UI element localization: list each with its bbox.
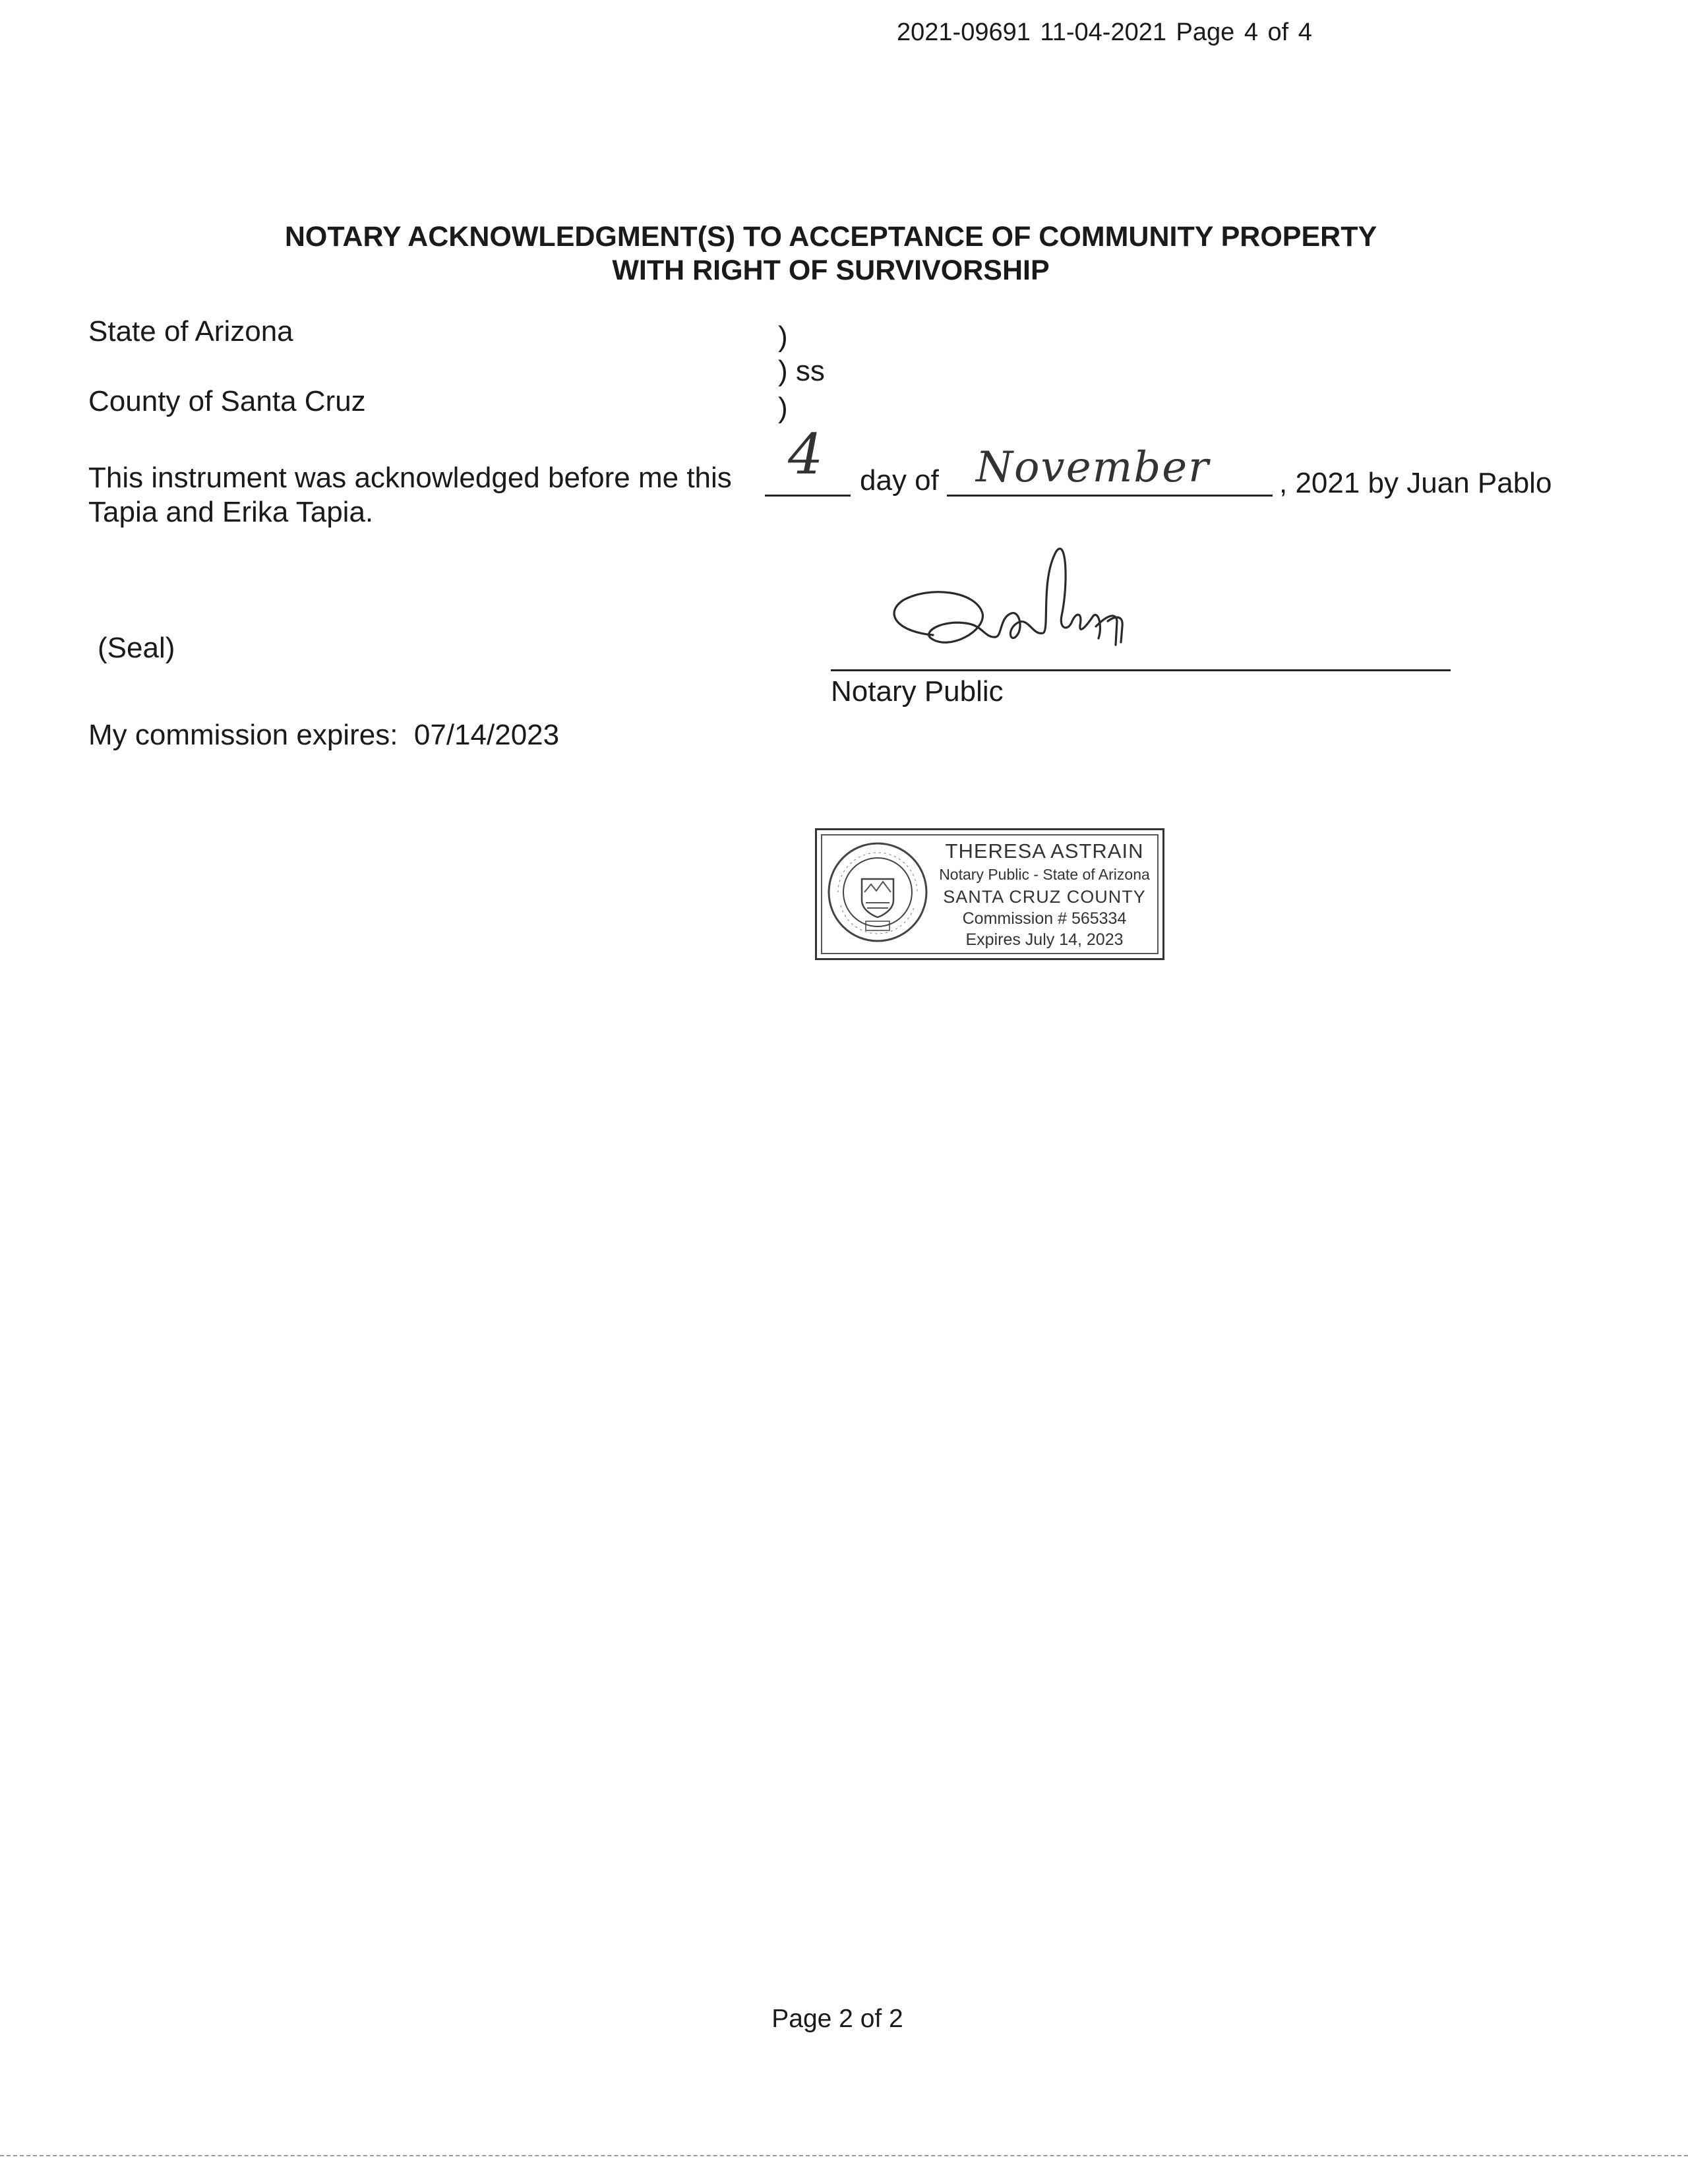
venue-paren-top: ) [778,320,788,353]
acknowledgment-names-continued: Tapia and Erika Tapia. [88,496,374,528]
acknowledgment-lead-text: This instrument was acknowledged before me this [88,462,732,494]
acknowledgment-year-names: , 2021 by Juan Pablo [1279,467,1552,499]
arizona-seal-icon [825,839,930,945]
day-blank-line [765,495,851,497]
stamp-notary-name: THERESA ASTRAIN [945,839,1144,863]
commission-expiration [88,719,559,752]
venue-county: County of Santa Cruz [88,385,366,417]
notary-signature [870,539,1160,671]
stamp-commission-number: Commission # 565334 [962,909,1127,928]
recording-header: 2021-09691 11-04-2021 Page 4 of 4 [897,18,1312,46]
stamp-expiration: Expires July 14, 2023 [965,930,1124,949]
month-blank-line [947,495,1273,497]
seal-label: (Seal) [98,632,175,664]
commission-date: 07/14/2023 [413,719,560,751]
handwritten-month: November [976,443,1210,492]
notary-stamp [815,828,1164,960]
scan-edge-line [0,2155,1688,2156]
document-title-line-1: NOTARY ACKNOWLEDGMENT(S) TO ACCEPTANCE OF COMMUNITY PROPERTY [284,221,1377,253]
venue-state: State of Arizona [88,315,293,348]
commission-label: My commission expires: [88,719,398,751]
notary-public-label: Notary Public [831,675,1004,708]
stamp-notary-title: Notary Public - State of Arizona [939,866,1150,883]
acknowledgment-day-of: day of [860,464,939,497]
signature-line [831,669,1451,671]
stamp-county: SANTA CRUZ COUNTY [943,887,1146,907]
document-title-line-2: WITH RIGHT OF SURVIVORSHIP [612,255,1050,286]
handwritten-day: 4 [788,422,824,487]
page-number: Page 2 of 2 [771,2005,903,2033]
venue-paren-bottom: ) [778,392,788,424]
venue-paren-ss: ) ss [778,355,825,387]
